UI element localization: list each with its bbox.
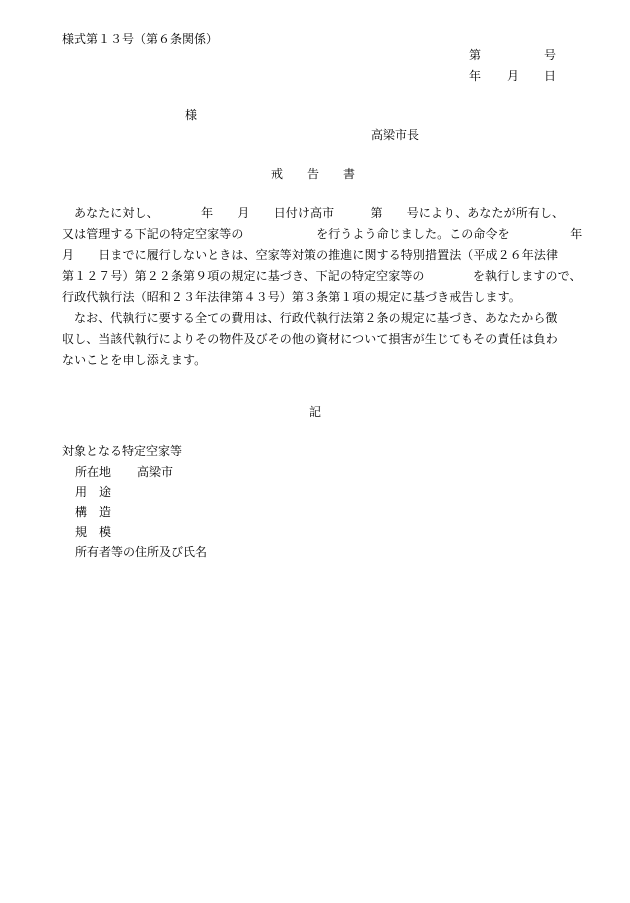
body-line: なお、代執行に要する全ての費用は、行政代執行法第２条の規定に基づき、あなたから徴 bbox=[74, 311, 558, 325]
body-line: 行政代執行法（昭和２３年法律第４３号）第３条第１項の規定に基づき戒告します。 bbox=[62, 290, 521, 304]
body-paragraph-1 bbox=[62, 203, 583, 308]
document-title: 戒 告 書 bbox=[271, 167, 356, 181]
structure-label: 構 造 bbox=[75, 505, 112, 519]
use-label: 用 途 bbox=[75, 485, 112, 499]
details-heading: 対象となる特定空家等 bbox=[62, 444, 183, 458]
ki-heading: 記 bbox=[309, 405, 322, 419]
body-line: 又は管理する下記の特定空家等の を行うよう命じました。この命令を 年 bbox=[62, 227, 583, 241]
body-line: 第１２７号）第２２条第９項の規定に基づき、下記の特定空家等の を執行しますので、 bbox=[62, 269, 582, 283]
date-year: 年 bbox=[469, 69, 482, 83]
body-line: 収し、当該代執行によりその物件及びその他の資材について損害が生じてもその責任は負わ bbox=[62, 332, 558, 346]
body-line: 月 日までに履行しないときは、空家等対策の推進に関する特別措置法（平成２６年法律 bbox=[62, 248, 559, 262]
owner-label: 所有者等の住所及び氏名 bbox=[75, 545, 208, 559]
addressee-suffix: 様 bbox=[185, 108, 198, 122]
date-month: 月 bbox=[507, 69, 520, 83]
location-label: 所在地 bbox=[75, 465, 112, 479]
date-day: 日 bbox=[544, 69, 557, 83]
body-paragraph-2 bbox=[62, 308, 574, 371]
issuer: 高梁市長 bbox=[371, 128, 420, 142]
body-line: ないことを申し添えます。 bbox=[62, 353, 207, 367]
document-number-prefix: 第 bbox=[469, 48, 482, 62]
scale-label: 規 模 bbox=[75, 525, 112, 539]
form-number: 様式第１３号（第６条関係） bbox=[62, 32, 219, 46]
body-line: あなたに対し、 年 月 日付け高市 第 号により、あなたが所有し、 bbox=[74, 206, 565, 220]
location-value: 高梁市 bbox=[137, 465, 174, 479]
document-number-suffix: 号 bbox=[544, 48, 557, 62]
